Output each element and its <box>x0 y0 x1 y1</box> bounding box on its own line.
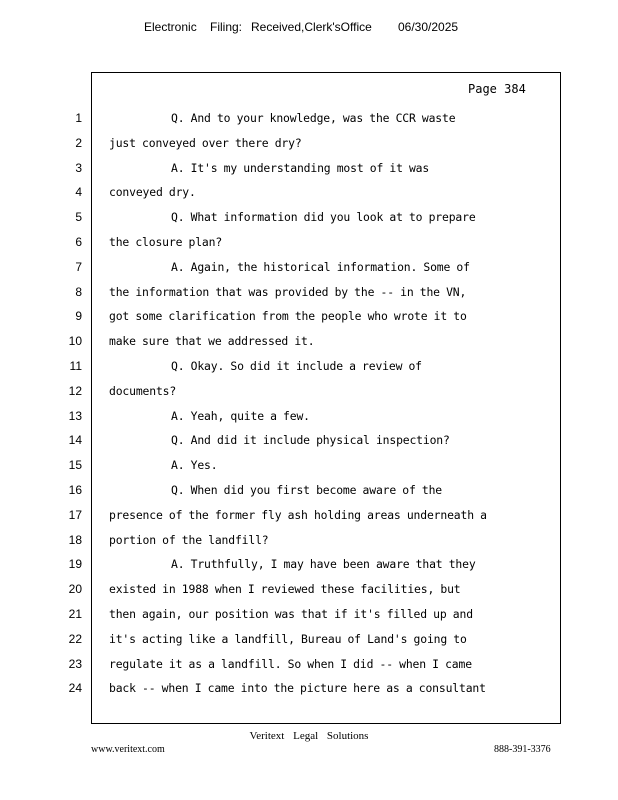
transcript-line <box>0 309 618 333</box>
line-number: 21 <box>68 607 82 621</box>
line-number: 18 <box>68 532 82 547</box>
line-text: Q. Okay. So did it include a review of <box>171 359 422 373</box>
filing-word: Filing: <box>210 20 243 34</box>
line-text: Q. When did you first become aware of the <box>171 483 443 497</box>
transcript-line <box>0 681 618 705</box>
filing-received: Received,Clerk'sOffice <box>251 20 372 34</box>
line-text: A. Yeah, quite a few. <box>171 408 310 423</box>
transcript-line <box>0 433 618 457</box>
line-number: 17 <box>68 507 82 522</box>
line-number: 2 <box>75 135 82 150</box>
line-text: regulate it as a landfill. So when I did -- when I came <box>109 656 472 671</box>
line-text: just conveyed over there dry? <box>109 135 302 150</box>
line-number: 5 <box>75 210 82 225</box>
filing-date: 06/30/2025 <box>398 20 459 34</box>
transcript-line <box>0 185 618 209</box>
transcript-line <box>0 359 618 383</box>
line-text: got some clarification from the people who wrote it to <box>109 309 467 324</box>
transcript-line <box>0 161 618 185</box>
line-number: 14 <box>68 433 82 448</box>
footer-phone: 888-391-3376 <box>494 744 551 755</box>
line-text: existed in 1988 when I reviewed these facilities, but <box>109 582 461 597</box>
line-number: 11 <box>69 359 82 373</box>
line-text: A. Truthfully, I may have been aware that they <box>171 557 476 572</box>
transcript-line <box>0 632 618 656</box>
line-number: 23 <box>68 656 82 671</box>
line-text: make sure that we addressed it. <box>109 334 315 349</box>
transcript-line <box>0 260 618 284</box>
line-text: Q. And to your knowledge, was the CCR waste <box>171 111 456 125</box>
line-number: 19 <box>68 557 82 572</box>
line-number: 20 <box>68 582 82 597</box>
line-number: 9 <box>75 309 82 324</box>
line-text: documents? <box>109 383 177 398</box>
line-text: Q. What information did you look at to prepare <box>171 210 476 225</box>
line-number: 7 <box>75 259 82 274</box>
transcript-line <box>0 409 618 433</box>
transcript-line <box>0 607 618 631</box>
line-text: conveyed dry. <box>109 185 196 200</box>
transcript-line <box>0 136 618 160</box>
line-text: portion of the landfill? <box>109 532 269 547</box>
transcript-line <box>0 582 618 606</box>
line-text: back -- when I came into the picture here as a consultant <box>109 681 486 696</box>
transcript-line <box>0 235 618 259</box>
filing-header <box>0 20 618 36</box>
line-number: 15 <box>68 458 82 473</box>
line-text: Q. And did it include physical inspection? <box>171 433 450 448</box>
line-number: 6 <box>75 235 82 249</box>
transcript-line <box>0 334 618 358</box>
line-number: 16 <box>68 483 82 497</box>
line-text: A. Again, the historical information. Some of <box>171 259 470 274</box>
footer-website: www.veritext.com <box>91 744 165 755</box>
footer-company: Veritext Legal Solutions <box>249 730 369 742</box>
line-text: A. It's my understanding most of it was <box>171 160 430 175</box>
page-number: Page 384 <box>468 82 526 96</box>
filing-label: Electronic <box>144 20 197 34</box>
transcript-line <box>0 458 618 482</box>
transcript-line <box>0 508 618 532</box>
transcript-line <box>0 483 618 507</box>
line-text: it's acting like a landfill, Bureau of Land's going to <box>109 631 467 646</box>
line-text: the information that was provided by the -- in the VN, <box>109 284 467 299</box>
line-text: then again, our position was that if it's filled up and <box>109 607 473 621</box>
transcript-line <box>0 657 618 681</box>
line-text: A. Yes. <box>171 458 218 473</box>
line-number: 13 <box>68 408 82 423</box>
transcript-line <box>0 533 618 557</box>
line-number: 12 <box>68 383 82 398</box>
transcript-line <box>0 285 618 309</box>
line-text: presence of the former fly ash holding areas underneath a <box>109 507 487 522</box>
line-number: 4 <box>75 185 82 200</box>
line-number: 22 <box>68 631 82 646</box>
transcript-line <box>0 111 618 135</box>
line-number: 10 <box>68 334 82 349</box>
transcript-line <box>0 210 618 234</box>
transcript-line <box>0 557 618 581</box>
line-number: 8 <box>75 284 82 299</box>
transcript-line <box>0 384 618 408</box>
line-number: 3 <box>75 160 82 175</box>
line-text: the closure plan? <box>109 235 223 249</box>
line-number: 24 <box>68 681 82 696</box>
line-number: 1 <box>75 111 82 125</box>
